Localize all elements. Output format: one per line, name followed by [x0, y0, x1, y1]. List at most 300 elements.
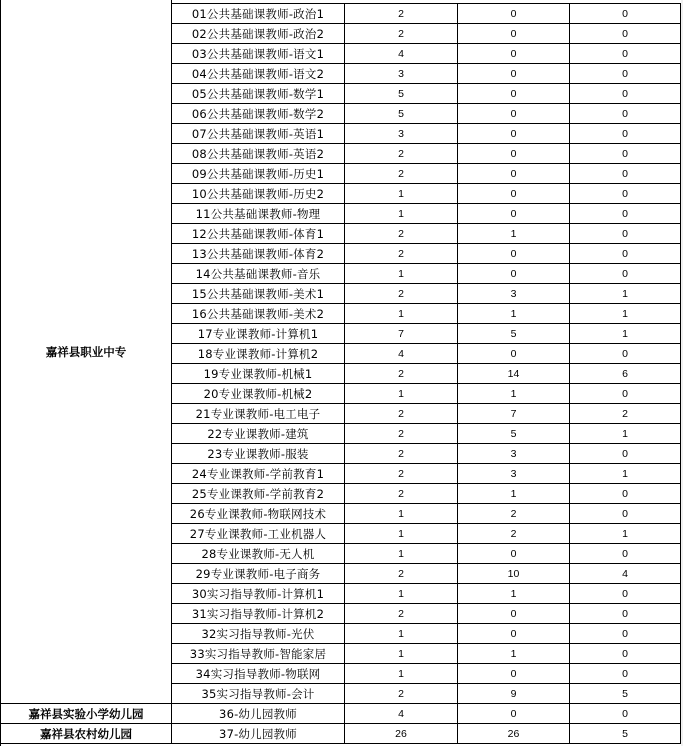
table-row-count-2-text: 1 — [510, 647, 517, 660]
table-row-position[interactable] — [172, 404, 345, 424]
table-row-count-1-text: 1 — [398, 187, 404, 200]
table-row-count-3[interactable] — [570, 704, 681, 724]
table-row-count-3-text: 0 — [622, 127, 628, 140]
table-row-count-3-text: 0 — [622, 267, 628, 280]
table-row-count-3[interactable] — [570, 44, 681, 64]
table-row-count-1[interactable] — [345, 204, 458, 224]
table-row-position-text: 14公共基础课教师-音乐 — [195, 266, 321, 281]
table-row-position[interactable] — [172, 284, 345, 304]
table-row-count-3[interactable] — [570, 484, 681, 504]
table-row-count-3[interactable] — [570, 204, 681, 224]
table-row-position-text: 28专业课教师-无人机 — [201, 546, 315, 561]
table-row-count-3-text: 5 — [622, 687, 628, 700]
table-row-count-1-text: 3 — [398, 67, 404, 80]
table-row-count-2-text: 26 — [507, 727, 520, 740]
table-row-count-2[interactable] — [458, 164, 570, 184]
table-row-count-1-text: 4 — [398, 707, 404, 720]
table-row-count-3-text: 0 — [622, 667, 628, 680]
table-row-count-2[interactable] — [458, 384, 570, 404]
table-row-position[interactable] — [172, 124, 345, 144]
table-row-position-text: 03公共基础课教师-语文1 — [191, 46, 325, 61]
table-row-count-1[interactable] — [345, 724, 458, 744]
table-row-position-text: 16公共基础课教师-美术2 — [191, 306, 325, 321]
table-row-position-text: 37-幼儿园教师 — [219, 726, 297, 741]
table-row-count-3[interactable] — [570, 64, 681, 84]
school-name-cell-text: 嘉祥县农村幼儿园 — [40, 726, 132, 741]
table-row-position[interactable] — [172, 224, 345, 244]
table-row-count-2[interactable] — [458, 4, 570, 24]
table-row-position-text: 33实习指导教师-智能家居 — [189, 646, 327, 661]
table-row-count-3-text: 0 — [622, 7, 628, 20]
table-row-position-text: 21专业课教师-电工电子 — [195, 406, 321, 421]
school-name-cell[interactable] — [1, 724, 172, 744]
table-row-count-2[interactable] — [458, 324, 570, 344]
table-row-position-text: 12公共基础课教师-体育1 — [191, 226, 325, 241]
table-row-position[interactable] — [172, 344, 345, 364]
table-row-count-2-text: 0 — [510, 67, 517, 80]
table-row-count-2[interactable] — [458, 724, 570, 744]
table-row-count-2-text: 0 — [510, 207, 517, 220]
table-row-count-3-text: 1 — [622, 467, 628, 480]
table-row-position[interactable] — [172, 424, 345, 444]
table-row-count-2[interactable] — [458, 304, 570, 324]
school-name-cell[interactable] — [1, 0, 172, 704]
table-row-count-1-text: 2 — [398, 147, 404, 160]
table-row-count-2[interactable] — [458, 224, 570, 244]
table-row-count-3[interactable] — [570, 444, 681, 464]
school-name-cell[interactable] — [1, 704, 172, 724]
table-row-position-text: 15公共基础课教师-美术1 — [191, 286, 325, 301]
table-row-count-2-text: 0 — [510, 347, 517, 360]
table-row-count-3-text: 6 — [622, 367, 628, 380]
table-row-position[interactable] — [172, 724, 345, 744]
table-row-count-1-text: 4 — [398, 47, 404, 60]
table-row-count-3[interactable] — [570, 344, 681, 364]
table-row-count-1-text: 2 — [398, 447, 404, 460]
table-row-count-2[interactable] — [458, 544, 570, 564]
table-row-count-2-text: 5 — [510, 427, 517, 440]
table-row-count-2-text: 0 — [510, 267, 517, 280]
table-row-count-3-text: 0 — [622, 447, 628, 460]
table-row-count-1-text: 5 — [398, 107, 404, 120]
table-row-count-1[interactable] — [345, 224, 458, 244]
table-row-position[interactable] — [172, 44, 345, 64]
table-row-count-2[interactable] — [458, 264, 570, 284]
table-row-count-3[interactable] — [570, 684, 681, 704]
table-row-count-1[interactable] — [345, 184, 458, 204]
table-row-count-2-text: 10 — [507, 567, 520, 580]
table-row-count-3-text: 0 — [622, 247, 628, 260]
table-row-position[interactable] — [172, 24, 345, 44]
table-row-count-1[interactable] — [345, 264, 458, 284]
table-row-count-1-text: 1 — [398, 387, 404, 400]
table-row-count-3-text: 0 — [622, 187, 628, 200]
table-row-position[interactable] — [172, 664, 345, 684]
table-row-position-text: 29专业课教师-电子商务 — [195, 566, 321, 581]
table-row-count-1[interactable] — [345, 504, 458, 524]
table-row-count-3[interactable] — [570, 724, 681, 744]
table-row-count-3[interactable] — [570, 264, 681, 284]
table-row-count-2[interactable] — [458, 444, 570, 464]
table-row-count-1-text: 2 — [398, 7, 404, 20]
table-row-count-1-text: 2 — [398, 227, 404, 240]
table-row-count-1-text: 26 — [395, 727, 407, 740]
table-row-count-2-text: 0 — [510, 87, 517, 100]
table-row-count-3-text: 2 — [622, 407, 628, 420]
table-row-count-1-text: 2 — [398, 407, 404, 420]
table-row-count-3[interactable] — [570, 404, 681, 424]
table-row-count-2[interactable] — [458, 404, 570, 424]
table-row-position-text: 13公共基础课教师-体育2 — [191, 246, 325, 261]
table-row-position-text: 05公共基础课教师-数学1 — [191, 86, 325, 101]
table-row-count-2-text: 14 — [507, 367, 520, 380]
table-row-position-text: 24专业课教师-学前教育1 — [191, 466, 325, 481]
table-row-count-3-text: 0 — [622, 347, 628, 360]
table-row-count-1-text: 2 — [398, 487, 404, 500]
table-row-position[interactable] — [172, 684, 345, 704]
table-row-count-1[interactable] — [345, 484, 458, 504]
table-row-count-1-text: 3 — [398, 127, 404, 140]
table-row-count-1[interactable] — [345, 124, 458, 144]
table-row-count-3[interactable] — [570, 604, 681, 624]
table-row-count-2[interactable] — [458, 144, 570, 164]
table-row-count-1[interactable] — [345, 384, 458, 404]
table-row-count-1-text: 2 — [398, 287, 404, 300]
table-row-count-3-text: 0 — [622, 207, 628, 220]
table-row-position-text: 30实习指导教师-计算机1 — [191, 586, 325, 601]
table-row-count-3[interactable] — [570, 184, 681, 204]
table-row-count-2[interactable] — [458, 564, 570, 584]
table-row-count-3-text: 0 — [622, 107, 628, 120]
table-row-position-text: 26专业课教师-物联网技术 — [189, 506, 327, 521]
table-row-count-1[interactable] — [345, 84, 458, 104]
table-row-count-1[interactable] — [345, 24, 458, 44]
table-row-count-3-text: 0 — [622, 507, 628, 520]
table-row-position[interactable] — [172, 584, 345, 604]
table-row-count-3[interactable] — [570, 164, 681, 184]
table-row-count-2-text: 0 — [510, 187, 517, 200]
table-row-count-2-text: 0 — [510, 247, 517, 260]
table-row-count-1[interactable] — [345, 684, 458, 704]
table-row-count-2[interactable] — [458, 624, 570, 644]
table-row-count-1[interactable] — [345, 624, 458, 644]
table-row-count-2-text: 1 — [510, 227, 517, 240]
table-row-count-2-text: 3 — [510, 467, 517, 480]
table-row-count-2[interactable] — [458, 424, 570, 444]
table-row-count-2-text: 0 — [510, 7, 517, 20]
table-row-position-text: 22专业课教师-建筑 — [207, 426, 309, 441]
table-row-count-1[interactable] — [345, 424, 458, 444]
table-row-count-1[interactable] — [345, 284, 458, 304]
table-row-count-1[interactable] — [345, 544, 458, 564]
table-row-position-text: 02公共基础课教师-政治2 — [191, 26, 325, 41]
table-row-count-3-text: 0 — [622, 87, 628, 100]
table-row-position-text: 09公共基础课教师-历史1 — [191, 166, 325, 181]
table-row-count-3[interactable] — [570, 144, 681, 164]
table-row-count-3[interactable] — [570, 104, 681, 124]
table-row-count-1[interactable] — [345, 364, 458, 384]
table-row-count-2[interactable] — [458, 284, 570, 304]
table-row-position[interactable] — [172, 564, 345, 584]
table-row-count-1[interactable] — [345, 704, 458, 724]
table-row-position-text: 07公共基础课教师-英语1 — [191, 126, 325, 141]
table-row-count-3-text: 1 — [622, 427, 628, 440]
table-row-count-2-text: 0 — [510, 147, 517, 160]
table-row-count-3[interactable] — [570, 244, 681, 264]
table-row-position[interactable] — [172, 704, 345, 724]
table-row-position-text: 25专业课教师-学前教育2 — [191, 486, 325, 501]
table-row-count-1[interactable] — [345, 244, 458, 264]
table-row-count-2-text: 0 — [510, 127, 517, 140]
table-row-count-2-text: 3 — [510, 287, 517, 300]
table-row-position[interactable] — [172, 244, 345, 264]
table-row-count-1[interactable] — [345, 404, 458, 424]
table-row-count-3-text: 0 — [622, 147, 628, 160]
table-row-count-2[interactable] — [458, 24, 570, 44]
table-row-position[interactable] — [172, 544, 345, 564]
table-row-count-1-text: 2 — [398, 367, 404, 380]
table-row-count-1[interactable] — [345, 604, 458, 624]
table-row-count-1[interactable] — [345, 644, 458, 664]
table-row-count-2-text: 0 — [510, 667, 517, 680]
table-row-count-3[interactable] — [570, 124, 681, 144]
table-row-count-1[interactable] — [345, 444, 458, 464]
table-row-position-text: 04公共基础课教师-语文2 — [191, 66, 325, 81]
table-row-count-1-text: 1 — [398, 307, 404, 320]
table-row-count-2-text: 0 — [510, 167, 517, 180]
table-row-position[interactable] — [172, 104, 345, 124]
table-row-position[interactable] — [172, 264, 345, 284]
table-row-position-text: 20专业课教师-机械2 — [203, 386, 313, 401]
table-row-count-1-text: 1 — [398, 587, 404, 600]
table-row-count-3-text: 0 — [622, 227, 628, 240]
table-row-count-3-text: 1 — [622, 527, 628, 540]
table-row-count-3[interactable] — [570, 524, 681, 544]
left-border — [0, 0, 1, 746]
table-row-count-1-text: 2 — [398, 607, 404, 620]
table-row-count-1[interactable] — [345, 64, 458, 84]
table-row-count-3-text: 5 — [622, 727, 628, 740]
table-row-count-2-text: 0 — [510, 707, 517, 720]
table-row-count-3-text: 0 — [622, 67, 628, 80]
table-row-count-1[interactable] — [345, 164, 458, 184]
table-row-count-2-text: 1 — [510, 487, 517, 500]
table-row-count-3-text: 1 — [622, 287, 628, 300]
table-row-count-3-text: 0 — [622, 387, 628, 400]
table-row-count-1[interactable] — [345, 4, 458, 24]
table-row-count-1[interactable] — [345, 304, 458, 324]
table-row-count-2[interactable] — [458, 664, 570, 684]
table-row-position[interactable] — [172, 504, 345, 524]
table-row-count-3[interactable] — [570, 84, 681, 104]
table-row-count-3[interactable] — [570, 564, 681, 584]
table-row-count-2-text: 0 — [510, 607, 517, 620]
table-row-count-2[interactable] — [458, 64, 570, 84]
table-row-count-1-text: 2 — [398, 167, 404, 180]
table-row-position-text: 34实习指导教师-物联网 — [195, 666, 321, 681]
table-row-position[interactable] — [172, 484, 345, 504]
table-row-count-3[interactable] — [570, 664, 681, 684]
table-row-position-text: 35实习指导教师-会计 — [201, 686, 315, 701]
table-row-count-2-text: 0 — [510, 107, 517, 120]
table-row-count-2[interactable] — [458, 644, 570, 664]
table-row-count-1[interactable] — [345, 324, 458, 344]
table-row-count-1-text: 1 — [398, 647, 404, 660]
table-row-count-1[interactable] — [345, 664, 458, 684]
table-row-count-3[interactable] — [570, 304, 681, 324]
table-row-count-3[interactable] — [570, 384, 681, 404]
table-row-count-2-text: 1 — [510, 307, 517, 320]
table-row-count-3-text: 0 — [622, 707, 628, 720]
table-row-count-2[interactable] — [458, 84, 570, 104]
table-row-position[interactable] — [172, 604, 345, 624]
table-row-count-3[interactable] — [570, 644, 681, 664]
table-row-count-3[interactable] — [570, 4, 681, 24]
table-row-count-3[interactable] — [570, 464, 681, 484]
table-row-count-2[interactable] — [458, 204, 570, 224]
table-row-count-3[interactable] — [570, 624, 681, 644]
table-row-count-1-text: 1 — [398, 667, 404, 680]
table-row-position[interactable] — [172, 84, 345, 104]
table-row-count-3-text: 4 — [622, 567, 628, 580]
table-row-count-3-text: 0 — [622, 627, 628, 640]
table-row-count-1-text: 1 — [398, 207, 404, 220]
table-row-count-1-text: 4 — [398, 347, 404, 360]
table-row-count-3-text: 0 — [622, 607, 628, 620]
table-row-position-text: 17专业课教师-计算机1 — [197, 326, 319, 341]
table-row-count-3[interactable] — [570, 424, 681, 444]
table-row-count-1[interactable] — [345, 584, 458, 604]
table-row-count-2[interactable] — [458, 704, 570, 724]
table-row-count-1-text: 1 — [398, 627, 404, 640]
table-row-count-3-text: 0 — [622, 487, 628, 500]
table-row-count-1[interactable] — [345, 44, 458, 64]
table-row-position-text: 27专业课教师-工业机器人 — [189, 526, 327, 541]
table-row-count-1-text: 1 — [398, 547, 404, 560]
table-row-count-2-text: 2 — [510, 527, 517, 540]
table-row-count-1-text: 2 — [398, 27, 404, 40]
table-row-position-text: 19专业课教师-机械1 — [203, 366, 313, 381]
table-row-count-2-text: 0 — [510, 27, 517, 40]
table-row-position-text: 10公共基础课教师-历史2 — [191, 186, 325, 201]
table-row-count-3[interactable] — [570, 284, 681, 304]
table-row-position[interactable] — [172, 144, 345, 164]
table-row-position[interactable] — [172, 644, 345, 664]
table-row-count-1-text: 7 — [398, 327, 404, 340]
table-row-position[interactable] — [172, 164, 345, 184]
table-row-count-3[interactable] — [570, 584, 681, 604]
table-row-position-text: 06公共基础课教师-数学2 — [191, 106, 325, 121]
table-row-position-text: 23专业课教师-服装 — [207, 446, 309, 461]
table-row-count-1[interactable] — [345, 464, 458, 484]
table-row-count-2-text: 9 — [510, 687, 517, 700]
table-row-position[interactable] — [172, 384, 345, 404]
table-row-position[interactable] — [172, 304, 345, 324]
table-row-count-2[interactable] — [458, 124, 570, 144]
table-row-count-1-text: 2 — [398, 247, 404, 260]
table-row-count-3[interactable] — [570, 544, 681, 564]
table-row-count-2-text: 2 — [510, 507, 517, 520]
table-row-count-3[interactable] — [570, 364, 681, 384]
table-row-count-1-text: 1 — [398, 267, 404, 280]
table-row-count-3[interactable] — [570, 224, 681, 244]
table-row-position[interactable] — [172, 4, 345, 24]
table-row-position[interactable] — [172, 204, 345, 224]
table-row-count-3[interactable] — [570, 324, 681, 344]
table-row-count-2[interactable] — [458, 524, 570, 544]
table-row-count-1-text: 1 — [398, 507, 404, 520]
table-row-count-1[interactable] — [345, 144, 458, 164]
table-row-count-2-text: 7 — [510, 407, 517, 420]
table-row-count-2[interactable] — [458, 604, 570, 624]
table-row-position[interactable] — [172, 524, 345, 544]
table-row-count-1[interactable] — [345, 524, 458, 544]
table-row-position[interactable] — [172, 464, 345, 484]
table-row-count-2-text: 0 — [510, 627, 517, 640]
table-row-position-text: 01公共基础课教师-政治1 — [191, 6, 325, 21]
table-row-count-1-text: 2 — [398, 467, 404, 480]
table-row-count-2-text: 0 — [510, 547, 517, 560]
table-row-count-3-text: 0 — [622, 167, 628, 180]
table-row-count-2[interactable] — [458, 484, 570, 504]
table-row-count-2[interactable] — [458, 684, 570, 704]
table-row-count-2-text: 1 — [510, 387, 517, 400]
table-row-count-2[interactable] — [458, 464, 570, 484]
table-row-count-3-text: 0 — [622, 27, 628, 40]
table-row-count-2[interactable] — [458, 504, 570, 524]
table-row-count-1-text: 2 — [398, 567, 404, 580]
table-row-position[interactable] — [172, 364, 345, 384]
table-row-position-text: 36-幼儿园教师 — [219, 706, 297, 721]
table-row-count-2-text: 1 — [510, 587, 517, 600]
table-row-count-3-text: 1 — [622, 307, 628, 320]
table-row-count-1[interactable] — [345, 564, 458, 584]
table-row-position[interactable] — [172, 444, 345, 464]
table-row-count-2[interactable] — [458, 584, 570, 604]
table-row-position-text: 31实习指导教师-计算机2 — [191, 606, 325, 621]
table-row-count-3-text: 0 — [622, 47, 628, 60]
table-row-count-3[interactable] — [570, 504, 681, 524]
table-row-count-1[interactable] — [345, 104, 458, 124]
table-row-count-2-text: 3 — [510, 447, 517, 460]
table-row-count-2[interactable] — [458, 184, 570, 204]
table-row-count-2[interactable] — [458, 364, 570, 384]
table-row-count-1-text: 2 — [398, 687, 404, 700]
table-row-position-text: 18专业课教师-计算机2 — [197, 346, 319, 361]
table-row-count-2[interactable] — [458, 244, 570, 264]
school-name-cell-text: 嘉祥县实验小学幼儿园 — [28, 706, 144, 721]
table-row-position-text: 32实习指导教师-光伏 — [201, 626, 315, 641]
table-row-count-1-text: 5 — [398, 87, 404, 100]
table-row-position[interactable] — [172, 64, 345, 84]
table-row-count-3[interactable] — [570, 24, 681, 44]
table-row-position[interactable] — [172, 624, 345, 644]
table-row-count-2-text: 5 — [510, 327, 517, 340]
table-row-count-3-text: 0 — [622, 587, 628, 600]
table-row-position[interactable] — [172, 184, 345, 204]
table-row-count-2[interactable] — [458, 104, 570, 124]
table-row-count-2[interactable] — [458, 344, 570, 364]
table-row-count-1-text: 2 — [398, 427, 404, 440]
table-row-position-text: 11公共基础课教师-物理 — [195, 206, 321, 221]
table-row-count-2-text: 0 — [510, 47, 517, 60]
table-row-position-text: 08公共基础课教师-英语2 — [191, 146, 325, 161]
table-row-count-1[interactable] — [345, 344, 458, 364]
table-row-count-2[interactable] — [458, 44, 570, 64]
table-row-position[interactable] — [172, 324, 345, 344]
table-row-count-3-text: 0 — [622, 547, 628, 560]
table-row-count-1-text: 1 — [398, 527, 404, 540]
